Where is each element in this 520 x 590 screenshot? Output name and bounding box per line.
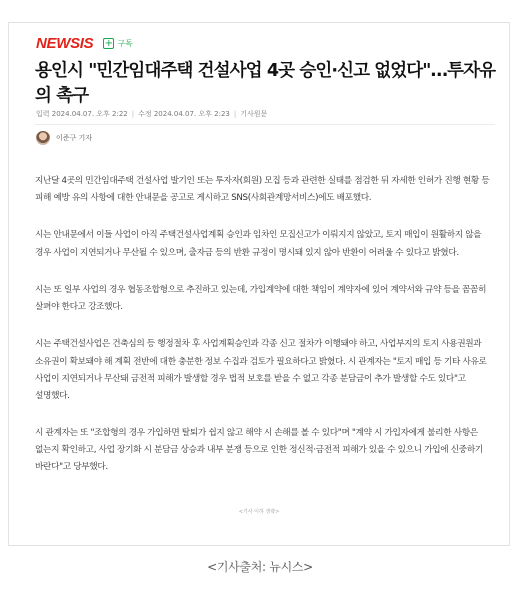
subscribe-label: 구독 (117, 38, 133, 48)
article-paragraph: 시는 안내문에서 이들 사업이 아직 주택건설사업계획 승인과 임차인 모집신고가 이뤄지지 않았고, 토지 매입이 원활하지 않을 경우 사업이 지연되거나 무산될 수 있으며, 출자금 등의 반환 규정이 명시돼 있지 않아 반환이 어려울 수 있다고 밝혔다. (35, 230, 482, 258)
article-card (8, 22, 510, 546)
brand-row (36, 34, 133, 52)
plus-icon: + (104, 37, 114, 49)
meta-divider: | (131, 110, 135, 118)
article-body (35, 173, 495, 497)
subscribe-button[interactable] (103, 38, 132, 49)
byline (36, 131, 92, 145)
article-paragraph: 시 관계자는 또 "조합형의 경우 가입하면 탈퇴가 쉽지 않고 해약 시 손해를 볼 수 있다"며 "계약 시 가입자에게 불리한 사항은 없는지 확인하고, 사업 장기화 시 분담금 상승과 내부 분쟁 등으로 인한 정신적·금전적 피해가 있을 수 있으니 가입에 신중하기 바란다"고 당부했다. (35, 428, 483, 473)
article-paragraph: 시는 또 일부 사업의 경우 협동조합형으로 추진하고 있는데, 가입계약에 대한 책임이 계약자에 있어 계약서와 규약 등을 꼼꼼히 살펴야 한다고 강조했다. (35, 284, 487, 313)
reporter-name[interactable]: 이준구 기자 (56, 134, 93, 142)
published-time: 입력 2024.04.07. 오후 2:22 (36, 110, 128, 118)
header-divider (35, 124, 495, 125)
reporter-avatar (36, 131, 50, 145)
omitted-note: <기사 이하 생략> (238, 509, 280, 515)
article-paragraph: 시는 주택건설사업은 건축심의 등 행정절차 후 사업계획승인과 각종 신고 절차가 이행돼야 하고, 사업부지의 토지 사용권원과 소유권이 확보돼야 해 계획 전반에 대한 충분한 정보 수집과 검토가 필요하다고 밝혔다. 시 관계자는 "토지 매입 등 기타 사유로 사업이 지연되거나 무산돼 금전적 피해가 발생할 경우 법적 보호를 받을 수 없고 각종 분담금이 추가 발생할 수도 있다"고 설명했다. (35, 339, 487, 401)
updated-time: 수정 2024.04.07. 오후 2:23 (138, 110, 230, 118)
original-article-link[interactable]: 기사원문 (240, 110, 268, 118)
newsis-logo[interactable]: NEWSIS (36, 34, 94, 52)
article-meta (36, 109, 267, 119)
article-paragraph: 지난달 4곳의 민간임대주택 건설사업 발기인 또는 투자자(회원) 모집 등과 관련한 실태를 점검한 뒤 자세한 인허가 진행 현황 등 피해 예방 유의 사항에 대한 안내문을 공고로 게시하고 SNS(사회관계망서비스)에도 배포했다. (35, 176, 490, 204)
article-headline: 용인시 "민간임대주택 건설사업 4곳 승인·신고 없었다"…투자유의 촉구 (35, 61, 496, 106)
meta-divider: | (233, 110, 237, 118)
source-caption: <기사출처: 뉴시스> (207, 560, 313, 574)
